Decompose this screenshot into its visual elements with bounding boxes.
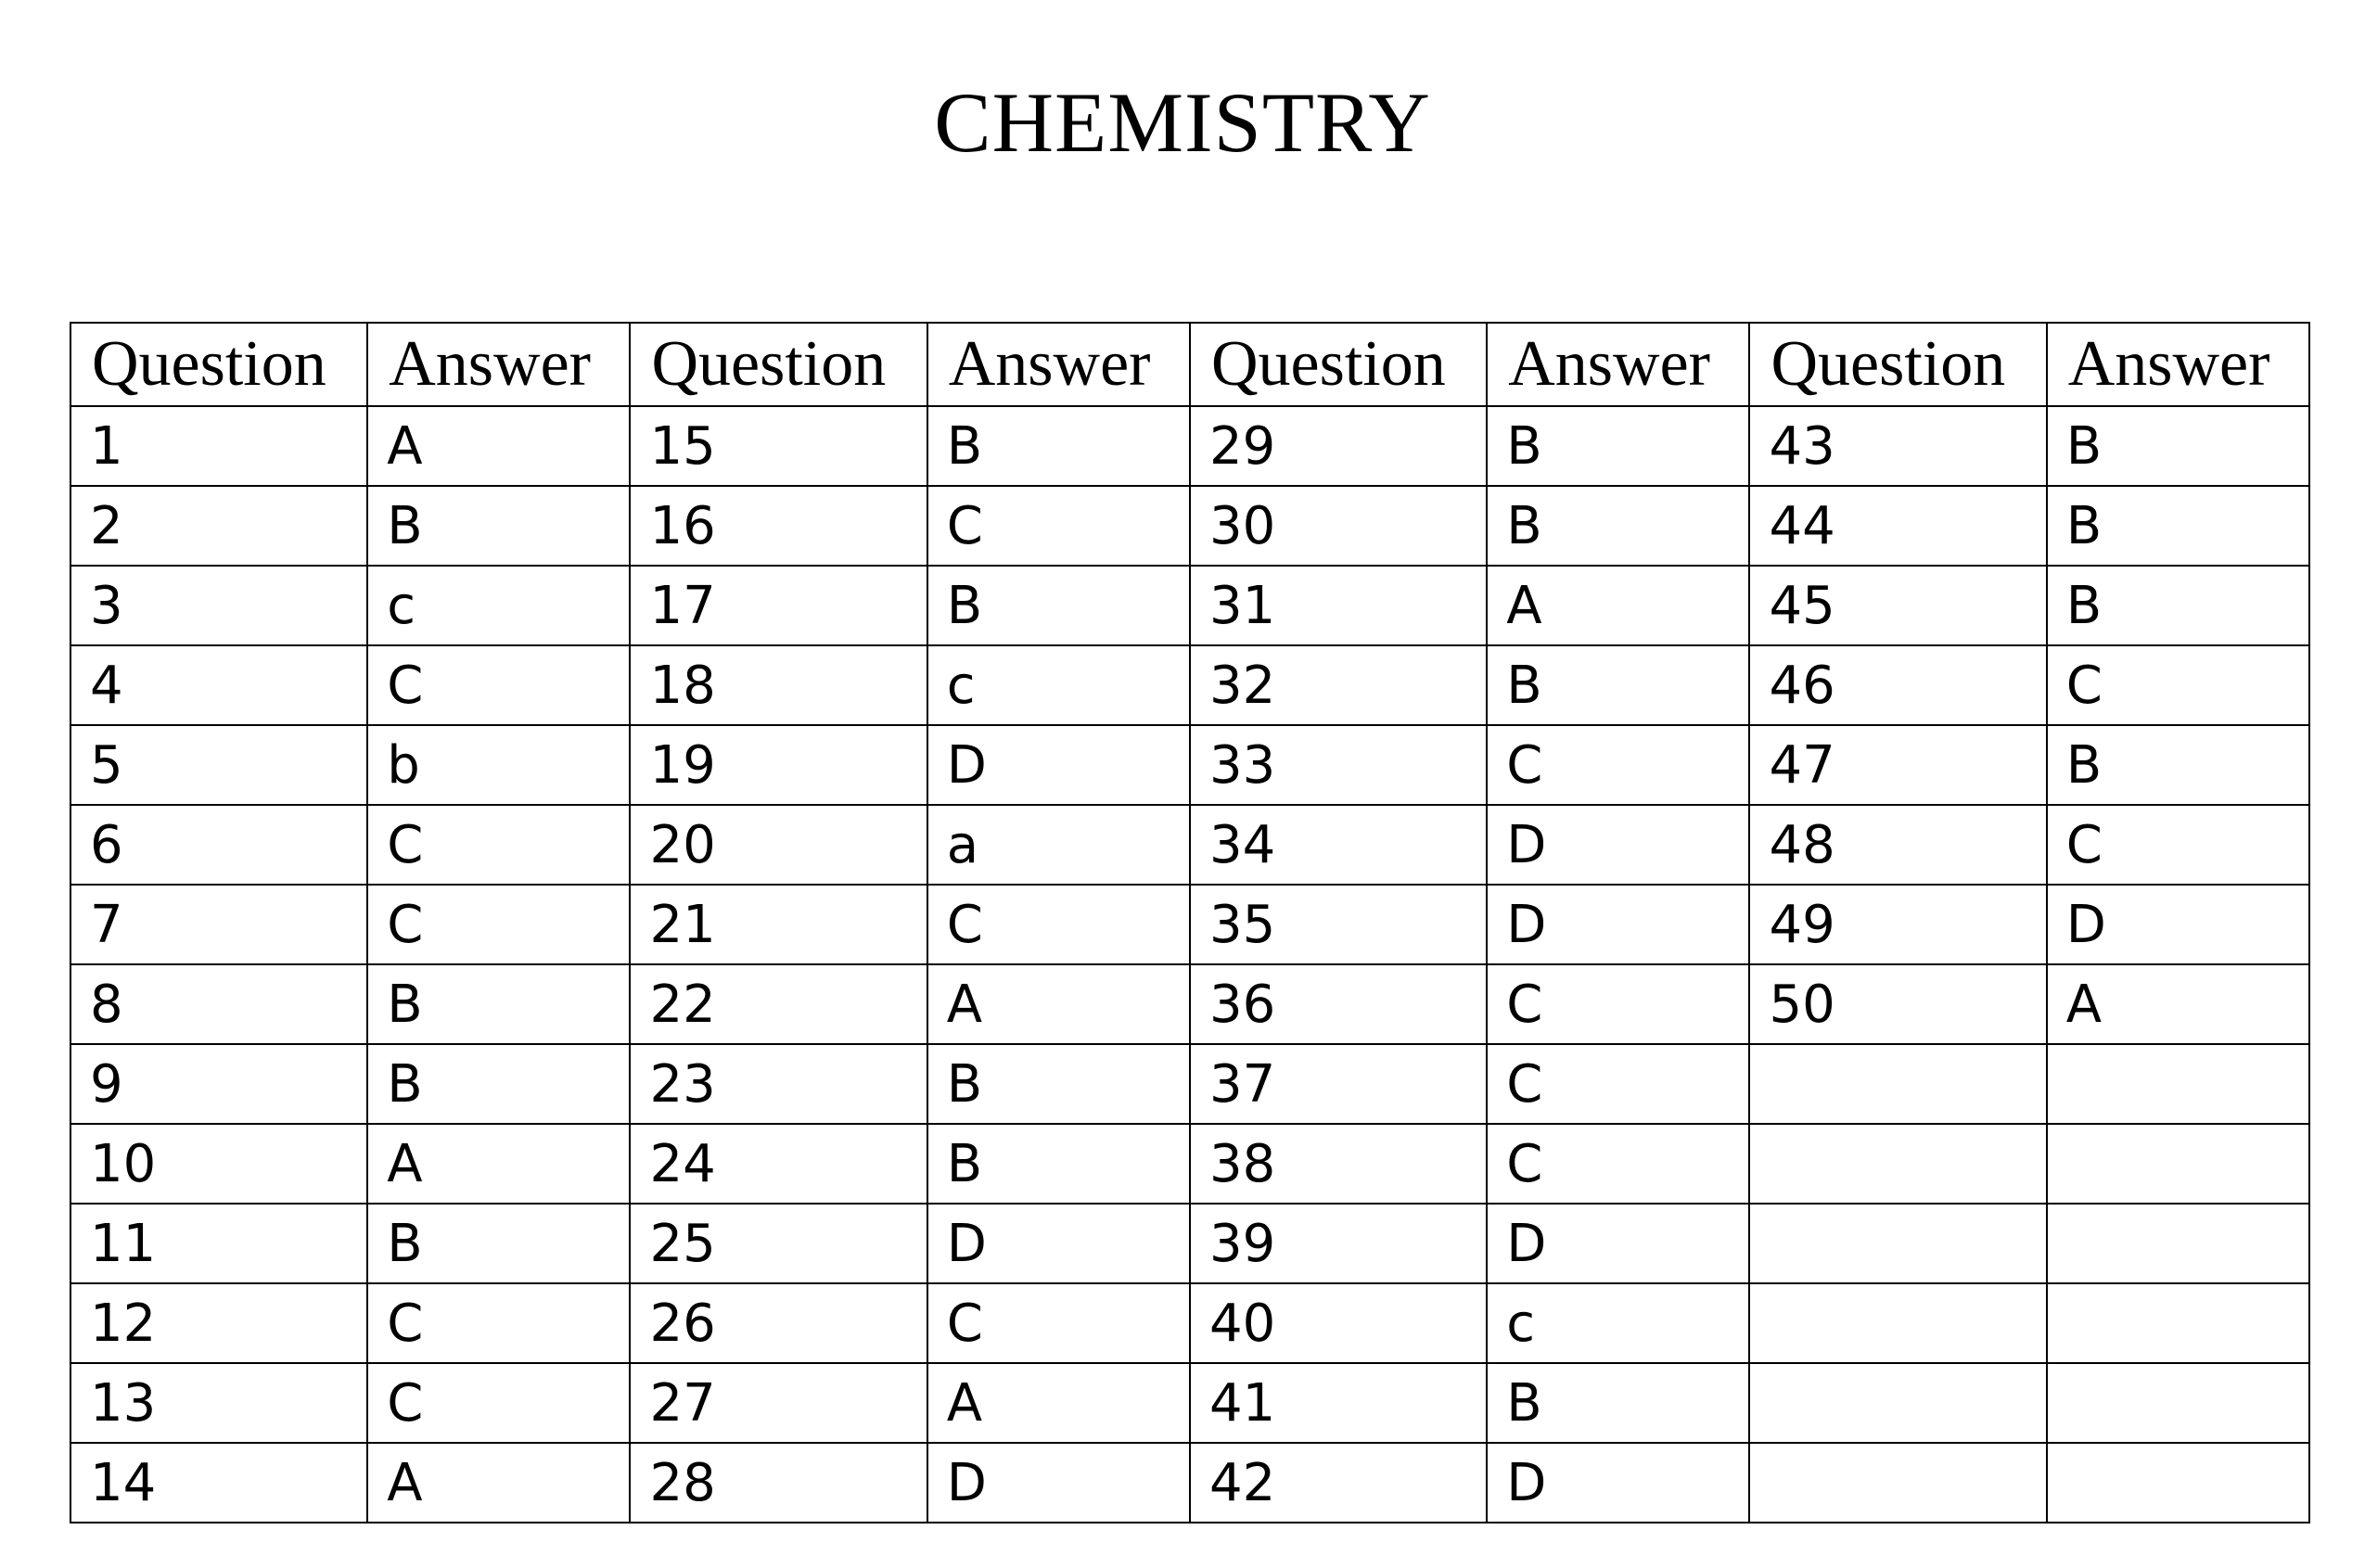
table-row xyxy=(70,885,2309,964)
question-number-cell: 26 xyxy=(630,1283,927,1363)
header-row xyxy=(70,323,2309,406)
question-number-cell: 9 xyxy=(70,1044,367,1124)
question-header: Question xyxy=(1749,323,2046,406)
answer-cell: C xyxy=(927,885,1190,964)
question-number-cell xyxy=(1749,1204,2046,1283)
answer-cell: A xyxy=(367,1443,630,1523)
table-row xyxy=(70,645,2309,725)
table-row xyxy=(70,486,2309,566)
question-number-cell: 40 xyxy=(1190,1283,1487,1363)
answer-cell: B xyxy=(367,486,630,566)
answer-cell xyxy=(2047,1204,2309,1283)
question-number-cell xyxy=(1749,1124,2046,1204)
question-number-cell: 31 xyxy=(1190,566,1487,645)
answer-cell: c xyxy=(927,645,1190,725)
question-number-cell xyxy=(1749,1044,2046,1124)
question-number-cell: 6 xyxy=(70,805,367,885)
question-number-cell xyxy=(1749,1363,2046,1443)
answer-cell xyxy=(2047,1443,2309,1523)
answer-cell: a xyxy=(927,805,1190,885)
answer-cell: C xyxy=(367,645,630,725)
question-number-cell: 13 xyxy=(70,1363,367,1443)
answer-header: Answer xyxy=(927,323,1190,406)
answer-cell: A xyxy=(927,1363,1190,1443)
table-row xyxy=(70,1363,2309,1443)
table-row xyxy=(70,406,2309,486)
answer-cell: B xyxy=(2047,725,2309,805)
answer-cell xyxy=(2047,1363,2309,1443)
question-number-cell: 22 xyxy=(630,964,927,1044)
answer-cell: D xyxy=(1487,1443,1749,1523)
answer-cell: C xyxy=(2047,805,2309,885)
answer-cell: C xyxy=(367,885,630,964)
answer-cell xyxy=(2047,1283,2309,1363)
question-number-cell: 8 xyxy=(70,964,367,1044)
answer-cell: D xyxy=(1487,805,1749,885)
question-number-cell: 10 xyxy=(70,1124,367,1204)
answer-cell: b xyxy=(367,725,630,805)
answer-cell: D xyxy=(927,725,1190,805)
question-number-cell: 37 xyxy=(1190,1044,1487,1124)
answer-cell: D xyxy=(927,1204,1190,1283)
question-header: Question xyxy=(1190,323,1487,406)
question-number-cell: 17 xyxy=(630,566,927,645)
question-number-cell: 21 xyxy=(630,885,927,964)
answer-cell: B xyxy=(927,1124,1190,1204)
question-number-cell: 24 xyxy=(630,1124,927,1204)
question-number-cell: 50 xyxy=(1749,964,2046,1044)
answer-cell: B xyxy=(1487,486,1749,566)
answer-cell: C xyxy=(1487,1124,1749,1204)
answer-cell: c xyxy=(1487,1283,1749,1363)
table-row xyxy=(70,725,2309,805)
question-number-cell: 18 xyxy=(630,645,927,725)
answer-cell: D xyxy=(1487,1204,1749,1283)
answer-cell: A xyxy=(2047,964,2309,1044)
question-number-cell: 2 xyxy=(70,486,367,566)
question-number-cell: 43 xyxy=(1749,406,2046,486)
answer-cell: A xyxy=(367,1124,630,1204)
answer-header: Answer xyxy=(1487,323,1749,406)
question-number-cell: 11 xyxy=(70,1204,367,1283)
answer-cell: A xyxy=(927,964,1190,1044)
answer-cell: B xyxy=(1487,1363,1749,1443)
question-number-cell xyxy=(1749,1443,2046,1523)
answer-cell: B xyxy=(927,406,1190,486)
question-number-cell: 46 xyxy=(1749,645,2046,725)
table-row xyxy=(70,1044,2309,1124)
answer-cell: B xyxy=(927,566,1190,645)
table-row xyxy=(70,964,2309,1044)
question-number-cell: 14 xyxy=(70,1443,367,1523)
question-number-cell: 30 xyxy=(1190,486,1487,566)
question-number-cell: 39 xyxy=(1190,1204,1487,1283)
table-row xyxy=(70,1204,2309,1283)
question-number-cell: 38 xyxy=(1190,1124,1487,1204)
question-number-cell: 45 xyxy=(1749,566,2046,645)
answer-cell: A xyxy=(1487,566,1749,645)
answer-cell: B xyxy=(1487,645,1749,725)
answer-cell xyxy=(2047,1044,2309,1124)
answer-cell: B xyxy=(2047,566,2309,645)
answer-cell: C xyxy=(927,486,1190,566)
table-row xyxy=(70,1443,2309,1523)
table-row xyxy=(70,805,2309,885)
question-number-cell: 23 xyxy=(630,1044,927,1124)
question-header: Question xyxy=(70,323,367,406)
answer-cell: B xyxy=(2047,406,2309,486)
question-number-cell: 27 xyxy=(630,1363,927,1443)
answer-cell: C xyxy=(1487,964,1749,1044)
table-row xyxy=(70,1124,2309,1204)
answer-cell: A xyxy=(367,406,630,486)
answer-cell xyxy=(2047,1124,2309,1204)
answer-key-table xyxy=(70,322,2310,1523)
answer-cell: B xyxy=(2047,486,2309,566)
answer-cell: B xyxy=(927,1044,1190,1124)
table-row xyxy=(70,566,2309,645)
question-number-cell: 32 xyxy=(1190,645,1487,725)
answer-cell: C xyxy=(367,1363,630,1443)
answer-cell: B xyxy=(367,1044,630,1124)
answer-cell: B xyxy=(367,1204,630,1283)
answer-header: Answer xyxy=(367,323,630,406)
page-title: CHEMISTRY xyxy=(934,75,1431,170)
answer-cell: C xyxy=(367,805,630,885)
question-number-cell: 28 xyxy=(630,1443,927,1523)
question-number-cell: 1 xyxy=(70,406,367,486)
question-number-cell: 34 xyxy=(1190,805,1487,885)
question-number-cell: 12 xyxy=(70,1283,367,1363)
question-number-cell: 15 xyxy=(630,406,927,486)
answer-cell: C xyxy=(927,1283,1190,1363)
answer-cell: C xyxy=(1487,725,1749,805)
table-body xyxy=(70,406,2309,1523)
question-number-cell: 48 xyxy=(1749,805,2046,885)
answer-cell: C xyxy=(2047,645,2309,725)
question-number-cell: 19 xyxy=(630,725,927,805)
question-number-cell: 44 xyxy=(1749,486,2046,566)
answer-cell: B xyxy=(367,964,630,1044)
question-number-cell: 16 xyxy=(630,486,927,566)
question-number-cell: 42 xyxy=(1190,1443,1487,1523)
answer-cell: D xyxy=(1487,885,1749,964)
question-number-cell: 36 xyxy=(1190,964,1487,1044)
answer-cell: C xyxy=(367,1283,630,1363)
answer-cell: D xyxy=(927,1443,1190,1523)
question-number-cell xyxy=(1749,1283,2046,1363)
question-header: Question xyxy=(630,323,927,406)
question-number-cell: 49 xyxy=(1749,885,2046,964)
question-number-cell: 25 xyxy=(630,1204,927,1283)
question-number-cell: 33 xyxy=(1190,725,1487,805)
answer-cell: c xyxy=(367,566,630,645)
question-number-cell: 41 xyxy=(1190,1363,1487,1443)
question-number-cell: 20 xyxy=(630,805,927,885)
answer-cell: D xyxy=(2047,885,2309,964)
answer-cell: B xyxy=(1487,406,1749,486)
answer-cell: C xyxy=(1487,1044,1749,1124)
question-number-cell: 35 xyxy=(1190,885,1487,964)
question-number-cell: 29 xyxy=(1190,406,1487,486)
question-number-cell: 4 xyxy=(70,645,367,725)
question-number-cell: 3 xyxy=(70,566,367,645)
answer-header: Answer xyxy=(2047,323,2309,406)
table-row xyxy=(70,1283,2309,1363)
question-number-cell: 47 xyxy=(1749,725,2046,805)
question-number-cell: 5 xyxy=(70,725,367,805)
question-number-cell: 7 xyxy=(70,885,367,964)
